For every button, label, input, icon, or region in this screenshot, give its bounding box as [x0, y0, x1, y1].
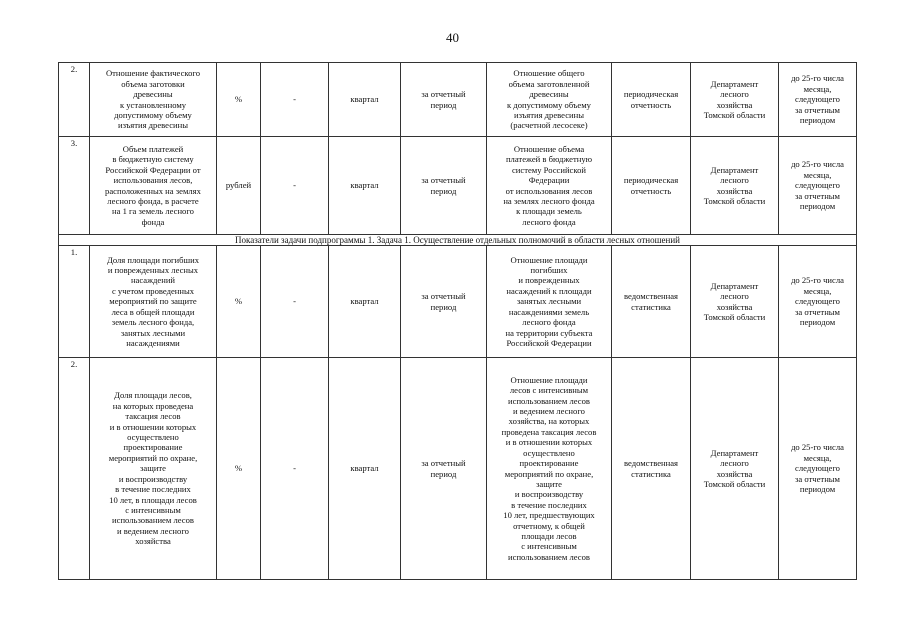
unit: %: [217, 246, 261, 358]
indicator-name: Доля площади лесов, на которых проведена таксация лесов и в отношении которых осуществлено проектирование мероприятий по охране, защите и воспроизводству в течение последних 10 лет, в площади лесов с интенсивным использованием лесов и ведением лесного хозяйства: [90, 358, 217, 580]
periodicity: квартал: [329, 246, 401, 358]
section-header-row: [59, 235, 857, 246]
row-number: 1.: [59, 246, 90, 358]
base-value: -: [261, 63, 329, 137]
periodicity: квартал: [329, 358, 401, 580]
unit: рублей: [217, 137, 261, 235]
indicators-table: [58, 62, 857, 580]
data-source: периодическая отчетность: [612, 63, 691, 137]
page-number: 40: [446, 30, 459, 45]
periodicity: квартал: [329, 63, 401, 137]
calc-period: за отчетный период: [401, 63, 487, 137]
data-source: ведомственная статистика: [612, 358, 691, 580]
indicator-name: Отношение фактического объема заготовки древесины к установленному допустимому объему изъятия древесины: [90, 63, 217, 137]
unit: %: [217, 358, 261, 580]
row-number: 2.: [59, 63, 90, 137]
table-row: [59, 137, 857, 235]
deadline: до 25-го числа месяца, следующего за отчетным периодом: [779, 246, 857, 358]
deadline: до 25-го числа месяца, следующего за отчетным периодом: [779, 63, 857, 137]
table-row: [59, 63, 857, 137]
row-number: 2.: [59, 358, 90, 580]
table-row: [59, 358, 857, 580]
indicator-name: Доля площади погибших и поврежденных лесных насаждений с учетом проведенных мероприятий по защите леса в общей площади земель лесного фонда, занятых лесными насаждениями: [90, 246, 217, 358]
deadline: до 25-го числа месяца, следующего за отчетным периодом: [779, 137, 857, 235]
table-row: [59, 246, 857, 358]
row-number: 3.: [59, 137, 90, 235]
base-value: -: [261, 137, 329, 235]
indicator-name: Объем платежей в бюджетную систему Российской Федерации от использования лесов, расположенных на землях лесного фонда, в расчете на 1 га земель лесного фонда: [90, 137, 217, 235]
responsible: Департамент лесного хозяйства Томской области: [691, 137, 779, 235]
deadline: до 25-го числа месяца, следующего за отчетным периодом: [779, 358, 857, 580]
responsible: Департамент лесного хозяйства Томской области: [691, 358, 779, 580]
calc-period: за отчетный период: [401, 137, 487, 235]
calc-period: за отчетный период: [401, 358, 487, 580]
data-source: периодическая отчетность: [612, 137, 691, 235]
section-header: Показатели задачи подпрограммы 1. Задача 1. Осуществление отдельных полномочий в области лесных отношений: [59, 235, 857, 246]
base-value: -: [261, 358, 329, 580]
responsible: Департамент лесного хозяйства Томской области: [691, 246, 779, 358]
responsible: Департамент лесного хозяйства Томской области: [691, 63, 779, 137]
unit: %: [217, 63, 261, 137]
calc-method: Отношение площади лесов с интенсивным использованием лесов и ведением лесного хозяйства, на которых проведена таксация лесов и в отношении которых осуществлено проектирование мероприятий по охране, защите и воспроизводству в течение последних 10 лет, предшествующих отчетному, к общей площади лесов с интенсивным использованием лесов: [487, 358, 612, 580]
periodicity: квартал: [329, 137, 401, 235]
calc-method: Отношение площади погибших и поврежденных насаждений к площади занятых лесными насаждениями земель лесного фонда на территории субъекта Российской Федерации: [487, 246, 612, 358]
calc-period: за отчетный период: [401, 246, 487, 358]
calc-method: Отношение объема платежей в бюджетную систему Российской Федерации от использования лесов на землях лесного фонда к площади земель лесного фонда: [487, 137, 612, 235]
calc-method: Отношение общего объема заготовленной древесины к допустимому объему изъятия древесины (расчетной лесосеке): [487, 63, 612, 137]
base-value: -: [261, 246, 329, 358]
data-source: ведомственная статистика: [612, 246, 691, 358]
